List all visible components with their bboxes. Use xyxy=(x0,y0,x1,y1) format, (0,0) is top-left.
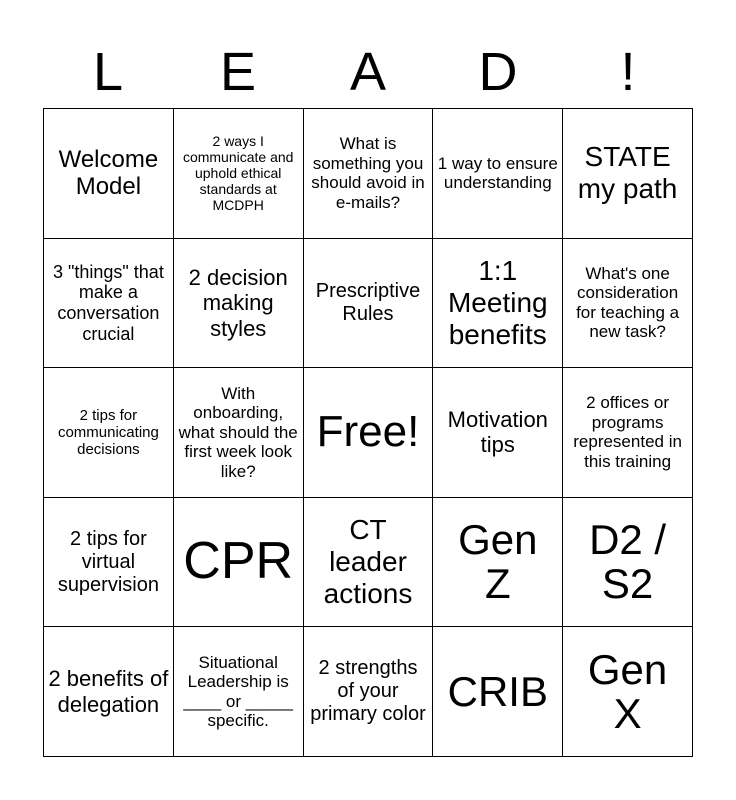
bingo-cell-r5-c2[interactable] xyxy=(174,627,304,757)
bingo-cell-r3-c5[interactable] xyxy=(563,368,693,498)
cell-text: With onboarding, what should the first week look like? xyxy=(178,383,298,481)
bingo-cell-r1-c1[interactable] xyxy=(44,109,174,239)
cell-text: Gen X xyxy=(587,645,668,737)
bingo-cell-r5-c5[interactable] xyxy=(563,627,693,757)
cell-text: 1 way to ensure understanding xyxy=(437,153,558,193)
cell-text: D2 / S2 xyxy=(589,516,667,608)
bingo-cell-r3-c2[interactable] xyxy=(174,368,304,498)
cell-text: CT leader actions xyxy=(323,513,413,610)
bingo-cell-r4-c4[interactable] xyxy=(433,498,563,628)
cell-text: 2 benefits of delegation xyxy=(48,666,169,717)
cell-text: 2 decision making styles xyxy=(188,264,288,341)
bingo-cell-r5-c4[interactable] xyxy=(433,627,563,757)
bingo-cell-r1-c3[interactable] xyxy=(304,109,434,239)
title-letter-d: D xyxy=(478,42,518,102)
cell-text: CRIB xyxy=(447,667,548,715)
title-letter-exclamation: ! xyxy=(620,42,636,102)
bingo-cell-r5-c1[interactable] xyxy=(44,627,174,757)
cell-text: What is something you should avoid in e-mails? xyxy=(311,134,425,212)
bingo-cell-r2-c4[interactable] xyxy=(433,239,563,369)
bingo-cell-r2-c3[interactable] xyxy=(304,239,434,369)
bingo-cell-r2-c5[interactable] xyxy=(563,239,693,369)
title-letter-a: A xyxy=(349,42,387,102)
cell-text: 2 tips for communicating decisions xyxy=(57,406,159,459)
cell-text: 2 ways I communicate and uphold ethical standards at MCDPH xyxy=(182,133,294,214)
cell-text: 1:1 Meeting benefits xyxy=(447,254,548,350)
bingo-cell-r3-c3 free-space[interactable] xyxy=(304,368,434,498)
bingo-cell-r2-c2[interactable] xyxy=(174,239,304,369)
cell-text: Free! xyxy=(316,407,420,457)
bingo-cell-r1-c5[interactable] xyxy=(563,109,693,239)
cell-text: Gen Z xyxy=(458,516,538,608)
bingo-board xyxy=(43,108,693,757)
cell-text: Welcome Model xyxy=(58,145,159,201)
cell-text: Prescriptive Rules xyxy=(315,279,421,325)
bingo-cell-r2-c1[interactable] xyxy=(44,239,174,369)
bingo-title xyxy=(43,36,693,108)
cell-text: STATE my path xyxy=(577,141,678,205)
bingo-cell-r3-c4[interactable] xyxy=(433,368,563,498)
bingo-cell-r5-c3[interactable] xyxy=(304,627,434,757)
cell-text: 2 offices or programs represented in this training xyxy=(573,393,682,472)
bingo-cell-r4-c3[interactable] xyxy=(304,498,434,628)
bingo-cell-r4-c5[interactable] xyxy=(563,498,693,628)
bingo-cell-r1-c2[interactable] xyxy=(174,109,304,239)
title-letter-e: E xyxy=(219,42,257,102)
cell-text: Situational Leadership is ____ or _____ specific. xyxy=(183,652,294,731)
title-letter-l: L xyxy=(92,42,124,102)
bingo-cell-r4-c1[interactable] xyxy=(44,498,174,628)
bingo-cell-r3-c1[interactable] xyxy=(44,368,174,498)
cell-text: 2 tips for virtual supervision xyxy=(57,527,159,596)
cell-text: What's one consideration for teaching a new task? xyxy=(576,263,680,342)
cell-text: CPR xyxy=(183,532,294,591)
bingo-cell-r1-c4[interactable] xyxy=(433,109,563,239)
cell-text: Motivation tips xyxy=(447,407,548,458)
cell-text: 3 "things" that make a conversation crucial xyxy=(52,261,164,344)
bingo-cell-r4-c2[interactable] xyxy=(174,498,304,628)
cell-text: 2 strengths of your primary color xyxy=(310,657,426,726)
